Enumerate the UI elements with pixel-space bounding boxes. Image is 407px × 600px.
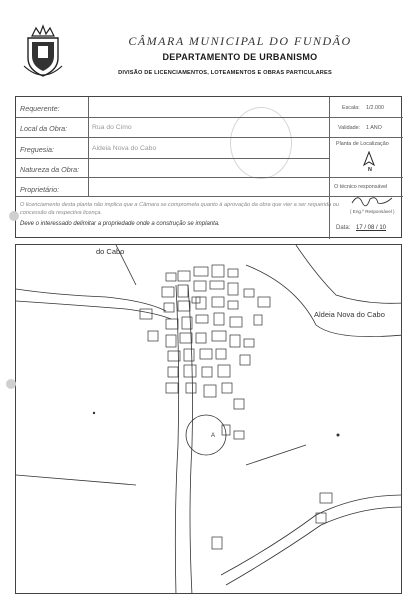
map-point — [337, 434, 340, 437]
map-point — [93, 412, 95, 414]
map-building — [194, 267, 208, 276]
map-building — [258, 297, 270, 307]
request-form — [15, 96, 402, 238]
local-value: Rua do Cimo — [92, 124, 132, 131]
map-road — [221, 495, 402, 575]
map-building — [212, 331, 226, 341]
natureza-label: Natureza da Obra: — [20, 165, 80, 174]
map-building — [212, 265, 224, 277]
map-building — [240, 355, 250, 365]
validade-label: Validade: — [338, 125, 361, 131]
proprietario-label: Proprietário: — [20, 185, 60, 194]
map-building — [194, 281, 206, 291]
map-road — [16, 289, 166, 311]
requerente-label: Requerente: — [20, 104, 60, 113]
map-road — [246, 445, 306, 465]
map-building — [178, 301, 190, 311]
map-building — [184, 349, 194, 361]
local-label: Local da Obra: — [20, 124, 68, 133]
map-building — [196, 333, 206, 343]
map-building — [216, 349, 226, 359]
map-building — [200, 349, 212, 359]
map-building — [148, 331, 158, 341]
map-building — [180, 333, 192, 343]
map-building — [166, 383, 178, 393]
map-road — [296, 245, 402, 303]
map-building — [140, 309, 152, 319]
punch-hole — [9, 211, 19, 221]
header-division: DIVISÃO DE LICENCIAMENTOS, LOTEAMENTOS E OBRAS PARTICULARES — [118, 70, 332, 76]
tecnico-label: O técnico responsável — [334, 184, 388, 190]
map-building — [254, 315, 262, 325]
map-building — [166, 273, 176, 281]
map-building — [202, 367, 212, 377]
map-road — [188, 285, 193, 594]
header-department: DEPARTAMENTO DE URBANISMO — [162, 52, 318, 62]
map-building — [244, 339, 254, 347]
disclaimer-note: O licenciamento desta planta não implica que a Câmara se comprometa quanto à aprovação da obra que vier a ser requerida ou concessão da respectiva licença. — [20, 202, 340, 216]
property-note: Deve o interessado delimitar a propriedade onde a construção se implanta. — [20, 221, 220, 227]
escala-value: 1/2.000 — [366, 105, 384, 111]
map-building — [196, 315, 208, 323]
map-drawing — [16, 245, 402, 594]
data-label: Data: — [336, 225, 351, 231]
freguesia-value: Aldeia Nova do Cabo — [92, 145, 157, 152]
map-building — [244, 289, 254, 297]
map-building — [234, 431, 244, 439]
tecnico-sub: ( Eng.º Responsável ) — [350, 209, 395, 214]
map-label-a: A — [211, 433, 216, 439]
map-road — [16, 301, 171, 319]
map-building — [218, 365, 230, 377]
map-building — [168, 367, 178, 377]
map-building — [166, 335, 176, 347]
map-road — [246, 265, 402, 337]
punch-hole — [6, 379, 16, 389]
map-building — [178, 285, 188, 297]
map-building — [230, 335, 240, 347]
data-value: 17 / 08 / 10 — [356, 225, 387, 231]
map-road — [175, 285, 178, 594]
freguesia-label: Freguesia: — [20, 145, 54, 154]
map-label-top: do Cabo — [96, 247, 125, 256]
map-building — [320, 493, 332, 503]
north-letter: N — [368, 167, 372, 173]
location-map — [15, 244, 402, 594]
map-road — [226, 507, 402, 585]
escala-label: Escala: — [342, 105, 360, 111]
validade-value: 1 ANO — [366, 125, 382, 131]
map-building — [214, 313, 224, 325]
map-building — [184, 365, 196, 377]
map-building — [228, 269, 238, 277]
map-building — [228, 301, 238, 309]
map-building — [212, 537, 222, 549]
map-road — [16, 475, 136, 485]
signature-icon — [350, 193, 394, 207]
map-building — [212, 297, 224, 307]
header-title: CÂMARA MUNICIPAL DO FUNDÃO — [128, 34, 352, 48]
map-building — [204, 385, 216, 397]
map-label-right: Aldeia Nova do Cabo — [314, 310, 385, 319]
planta-label: Planta de Localização — [336, 141, 389, 147]
map-building — [222, 383, 232, 393]
map-building — [166, 319, 178, 329]
map-building — [210, 281, 224, 289]
map-building — [230, 317, 242, 327]
map-building — [178, 271, 190, 281]
map-building — [186, 383, 196, 393]
map-building — [162, 287, 174, 297]
map-building — [228, 283, 238, 295]
map-building — [234, 399, 244, 409]
